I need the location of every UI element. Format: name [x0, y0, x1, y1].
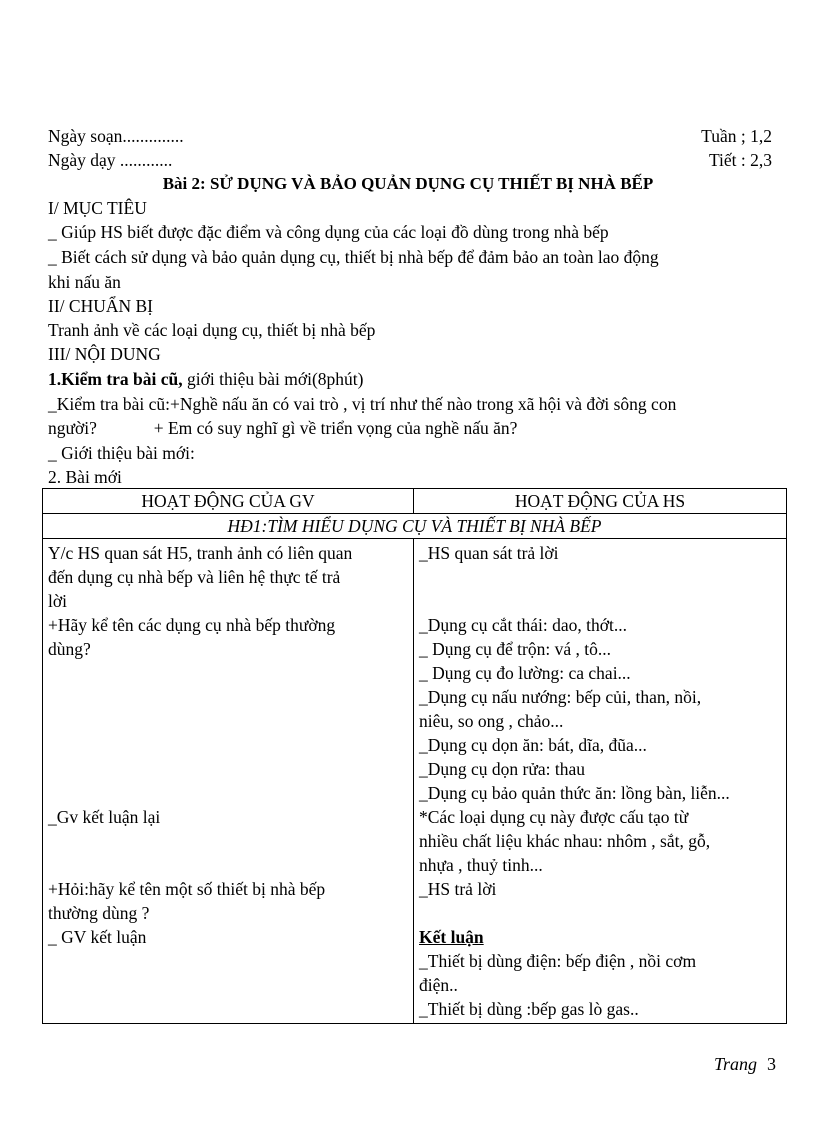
- page-footer: [714, 1054, 776, 1075]
- section-row: [43, 514, 787, 539]
- gv-line: [43, 973, 413, 997]
- gv-line: [43, 829, 413, 853]
- muc-tieu-item-1: _ Giúp HS biết được đặc điểm và công dụng của các loại đồ dùng trong nhà bếp: [48, 222, 609, 242]
- page-number: 3: [767, 1054, 776, 1074]
- tiet: Tiết : 2,3: [708, 150, 772, 170]
- kiem-tra-heading: [48, 367, 364, 391]
- hs-line: _Dụng cụ bảo quản thức ăn: lồng bàn, liễn...: [419, 783, 730, 803]
- ngay-day: Ngày dạy ............: [48, 150, 173, 170]
- chuan-bi-heading: II/ CHUẨN BỊ: [48, 296, 153, 316]
- gv-line: lời: [48, 591, 67, 611]
- lesson-title: Bài 2: SỬ DỤNG VÀ BẢO QUẢN DỤNG CỤ THIẾT BỊ NHÀ BẾP: [162, 174, 654, 193]
- gv-line: _Gv kết luận lại: [48, 807, 161, 827]
- hs-line: *Các loại dụng cụ này được cấu tạo từ: [419, 807, 689, 827]
- activity-table: [42, 488, 787, 1024]
- page-label: Trang: [713, 1054, 757, 1074]
- gv-line: Y/c HS quan sát H5, tranh ảnh có liên quan: [48, 543, 353, 563]
- ket-luan-heading: Kết luận: [419, 927, 484, 947]
- hs-line: nhiều chất liệu khác nhau: nhôm , sắt, gỗ,: [419, 831, 711, 851]
- hs-line: _Dụng cụ nấu nướng: bếp củi, than, nồi,: [419, 687, 702, 707]
- gv-line: [43, 949, 413, 973]
- hs-line: _Dụng cụ dọn rửa: thau: [419, 759, 585, 779]
- kiem-tra-heading-rest: giới thiệu bài mới(8phút): [187, 369, 364, 389]
- hs-line: _ Dụng cụ đo lường: ca chai...: [419, 663, 631, 683]
- gioi-thieu: _ Giới thiệu bài mới:: [48, 443, 195, 463]
- gv-line: [43, 997, 413, 1021]
- gv-line: +Hỏi:hãy kể tên một số thiết bị nhà bếp: [48, 879, 326, 899]
- gv-cell: [43, 539, 414, 1024]
- gv-line: thường dùng ?: [48, 903, 150, 923]
- col-header-hs: HOẠT ĐỘNG CỦA HS: [414, 489, 787, 514]
- hs-line: niêu, so ong , chảo...: [419, 711, 564, 731]
- hs-line: _HS trả lời: [419, 879, 497, 899]
- gv-line: [43, 781, 413, 805]
- hs-cell: [414, 539, 787, 1024]
- tuan: Tuần ; 1,2: [701, 126, 772, 146]
- gv-line: +Hãy kể tên các dụng cụ nhà bếp thường: [48, 615, 336, 635]
- gv-line: [43, 757, 413, 781]
- hs-line: _Dụng cụ cắt thái: dao, thớt...: [419, 615, 628, 635]
- ngay-soan: Ngày soạn..............: [48, 126, 184, 146]
- table-row: [43, 539, 787, 1024]
- hs-line: [414, 565, 786, 589]
- gv-line: đến dụng cụ nhà bếp và liên hệ thực tế trả: [48, 567, 341, 587]
- gv-line: _ GV kết luận: [48, 927, 147, 947]
- noi-dung-heading: III/ NỘI DUNG: [48, 344, 161, 364]
- hs-line: nhựa , thuỷ tinh...: [419, 855, 543, 875]
- section-title: HĐ1:TÌM HIỂU DỤNG CỤ VÀ THIẾT BỊ NHÀ BẾP: [43, 514, 787, 539]
- muc-tieu-item-2: _ Biết cách sử dụng và bảo quản dụng cụ, thiết bị nhà bếp để đảm bảo an toàn lao động: [48, 247, 659, 267]
- hs-line: _Thiết bị dùng điện: bếp điện , nồi cơm: [419, 951, 697, 971]
- hs-line: [414, 901, 786, 925]
- table-header-row: [43, 489, 787, 514]
- kiem-tra-question-1: _Kiểm tra bài cũ:+Nghề nấu ăn có vai trò , vị trí như thế nào trong xã hội và đời sông con: [48, 394, 677, 414]
- gv-line: [43, 685, 413, 709]
- hs-line: điện..: [419, 975, 458, 995]
- hs-line: _Thiết bị dùng :bếp gas lò gas..: [419, 999, 639, 1019]
- chuan-bi-text: Tranh ảnh về các loại dụng cụ, thiết bị nhà bếp: [48, 320, 376, 340]
- kiem-tra-question-2: người? + Em có suy nghĩ gì về triển vọng của nghề nấu ăn?: [48, 418, 518, 438]
- hs-line: [414, 589, 786, 613]
- hs-line: _HS quan sát trả lời: [419, 543, 559, 563]
- gv-line: [43, 709, 413, 733]
- muc-tieu-item-2-cont: khi nấu ăn: [48, 272, 121, 292]
- gv-line: [43, 661, 413, 685]
- col-header-gv: HOẠT ĐỘNG CỦA GV: [43, 489, 414, 514]
- kiem-tra-heading-bold: 1.Kiểm tra bài cũ,: [48, 369, 188, 389]
- gv-line: [43, 853, 413, 877]
- gv-line: dùng?: [48, 639, 91, 659]
- hs-line: _Dụng cụ dọn ăn: bát, dĩa, đũa...: [419, 735, 647, 755]
- bai-moi: 2. Bài mới: [48, 467, 122, 487]
- hs-line: _ Dụng cụ để trộn: vá , tô...: [419, 639, 611, 659]
- gv-line: [43, 733, 413, 757]
- muc-tieu-heading: I/ MỤC TIÊU: [48, 198, 147, 218]
